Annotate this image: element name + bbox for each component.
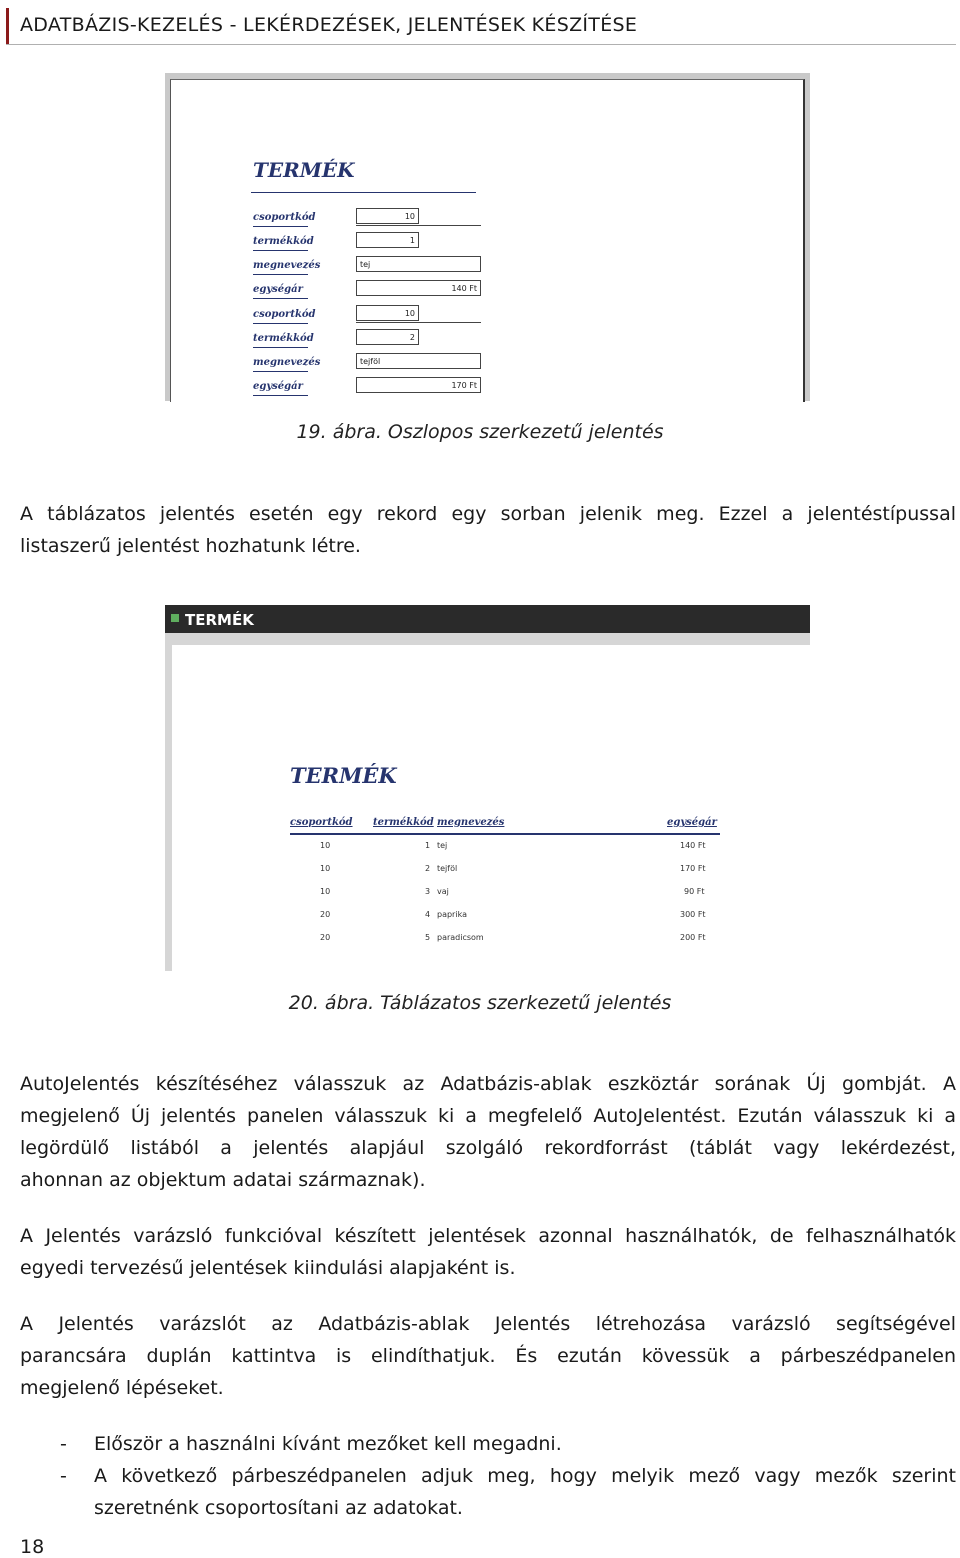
- cell: 1: [425, 841, 431, 850]
- label-underline: [253, 274, 308, 275]
- cell: 20: [320, 910, 331, 919]
- column-header: egységár: [667, 817, 717, 828]
- text-line: szeretnénk csoportosítani az adatokat.: [94, 1497, 463, 1519]
- report-page: [170, 79, 805, 402]
- cell: 5: [425, 933, 431, 942]
- list-item-text-block: [94, 1460, 956, 1524]
- text-line: A táblázatos jelentés esetén egy rekord egy sorban jelenik meg. Ezzel a jelentéstípussal: [20, 503, 956, 525]
- table-row: [290, 841, 720, 857]
- figure-columnar-report: [165, 73, 810, 401]
- field-value: 1: [356, 232, 419, 248]
- cell: 10: [320, 887, 331, 896]
- paragraph-tabular-intro: [20, 498, 956, 562]
- field-label: termékkód: [253, 236, 314, 247]
- report-window-icon: [171, 614, 179, 622]
- label-underline: [253, 226, 308, 227]
- cell: 140 Ft: [680, 841, 706, 850]
- cell: 10: [320, 864, 331, 873]
- field-value: 10: [356, 208, 419, 224]
- cell: 90 Ft: [684, 887, 705, 896]
- list-bullet: -: [60, 1465, 67, 1487]
- paragraph-wizard-usage: [20, 1220, 956, 1284]
- text-line: listaszerű jelentést hozhatunk létre.: [20, 535, 361, 557]
- page-number: 18: [20, 1536, 45, 1558]
- figure2-caption: 20. ábra. Táblázatos szerkezetű jelentés: [288, 992, 672, 1014]
- cell: 20: [320, 933, 331, 942]
- text-line: megjelenő Új jelentés panelen válasszuk ki a megfelelő AutoJelentést. Ezután válasszuk ki a: [20, 1105, 956, 1127]
- text-line: megjelenő lépéseket.: [20, 1377, 224, 1399]
- cell: 170 Ft: [680, 864, 706, 873]
- field-row: [253, 208, 483, 228]
- field-row: [253, 232, 483, 252]
- table-row: [290, 887, 720, 903]
- field-row: [253, 377, 483, 397]
- text-line: A következő párbeszédpanelen adjuk meg, hogy melyik mező vagy mezők szerint: [94, 1465, 956, 1487]
- header-title: ADATBÁZIS-KEZELÉS - LEKÉRDEZÉSEK, JELENTÉSEK KÉSZÍTÉSE: [20, 14, 638, 36]
- table-row: [290, 864, 720, 880]
- cell: 200 Ft: [680, 933, 706, 942]
- field-value: tejföl: [356, 353, 481, 369]
- report-title: TERMÉK: [253, 158, 355, 182]
- paragraph-autoreport: [20, 1068, 956, 1196]
- list-item-text: Először a használni kívánt mezőket kell megadni.: [94, 1433, 562, 1455]
- cell: paradicsom: [437, 933, 484, 942]
- column-header: csoportkód: [290, 817, 353, 828]
- field-label: csoportkód: [253, 212, 316, 223]
- label-underline: [253, 250, 308, 251]
- label-underline: [253, 323, 308, 324]
- page-header: [0, 0, 960, 46]
- window-titlebar: [165, 605, 810, 633]
- label-underline: [253, 298, 308, 299]
- field-label: egységár: [253, 284, 303, 295]
- text-line: egyedi tervezésű jelentések kiindulási alapjaként is.: [20, 1257, 516, 1279]
- cell: tejföl: [437, 864, 458, 873]
- figure1-caption: 19. ábra. Oszlopos szerkezetű jelentés: [296, 421, 664, 443]
- label-underline: [253, 347, 308, 348]
- field-row: [253, 280, 483, 300]
- cell: 300 Ft: [680, 910, 706, 919]
- field-value: 10: [356, 305, 419, 321]
- list-bullet: -: [60, 1433, 67, 1455]
- field-row: [253, 353, 483, 373]
- label-underline: [253, 395, 308, 396]
- field-value: 140 Ft: [356, 280, 481, 296]
- field-label: csoportkód: [253, 309, 316, 320]
- field-value: 170 Ft: [356, 377, 481, 393]
- label-underline: [253, 371, 308, 372]
- text-line: parancsára duplán kattintva is elindíthatjuk. És ezután kövessük a párbeszédpanelen: [20, 1345, 956, 1367]
- text-line: A Jelentés varázslót az Adatbázis-ablak Jelentés létrehozása varázsló segítségével: [20, 1313, 956, 1335]
- cell: 4: [425, 910, 431, 919]
- table-row: [290, 910, 720, 926]
- text-line: legördülő listából a jelentés alapjául szolgáló rekordforrást (táblát vagy lekérdezést,: [20, 1137, 956, 1159]
- field-row: [253, 305, 483, 325]
- field-line: [356, 322, 481, 323]
- field-row: [253, 256, 483, 276]
- cell: paprika: [437, 910, 467, 919]
- header-accent-bar: [6, 8, 9, 44]
- text-line: A Jelentés varázsló funkcióval készített jelentések azonnal használhatók, de felhasználhatók: [20, 1225, 956, 1247]
- window-title: TERMÉK: [185, 611, 254, 629]
- paragraph-wizard-start: [20, 1308, 956, 1404]
- header-rule: [6, 44, 956, 45]
- field-label: termékkód: [253, 333, 314, 344]
- figure-tabular-report: [165, 605, 810, 971]
- header-rule: [290, 833, 720, 835]
- field-value: tej: [356, 256, 481, 272]
- cell: tej: [437, 841, 448, 850]
- text-line: ahonnan az objektum adatai származnak).: [20, 1169, 426, 1191]
- field-row: [253, 329, 483, 349]
- column-header: termékkód: [373, 817, 434, 828]
- field-label: egységár: [253, 381, 303, 392]
- cell: 10: [320, 841, 331, 850]
- field-line: [356, 225, 481, 226]
- field-value: 2: [356, 329, 419, 345]
- cell: 3: [425, 887, 431, 896]
- field-label: megnevezés: [253, 357, 321, 368]
- report-title: TERMÉK: [290, 763, 397, 788]
- text-line: AutoJelentés készítéséhez válasszuk az Adatbázis-ablak eszköztár sorának Új gombját. A: [20, 1073, 956, 1095]
- title-rule: [251, 192, 476, 193]
- field-label: megnevezés: [253, 260, 321, 271]
- table-row: [290, 933, 720, 949]
- cell: 2: [425, 864, 431, 873]
- column-header: megnevezés: [437, 817, 505, 828]
- cell: vaj: [437, 887, 449, 896]
